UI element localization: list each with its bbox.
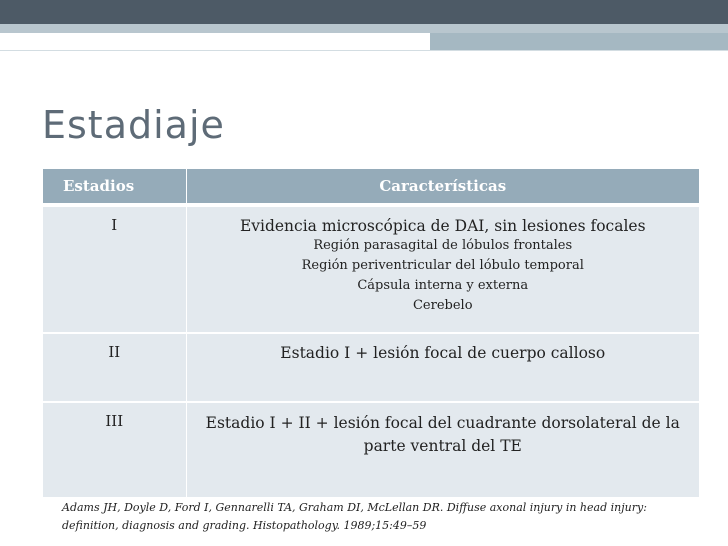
table-header-row — [43, 169, 699, 205]
citation-line: definition, diagnosis and grading. Histopathology. 1989;15:49–59 — [62, 519, 427, 532]
stage-cell: II — [43, 333, 186, 402]
description-main: Estadio I + II + lesión focal del cuadrante dorsolateral de la parte ventral del TE — [205, 414, 680, 455]
header-caracteristicas: Características — [186, 169, 699, 205]
description-sub: Región periventricular del lóbulo temporal — [301, 258, 584, 273]
description-sub: Cápsula interna y externa — [357, 278, 529, 293]
staging-table — [43, 169, 699, 499]
top-accent-line — [0, 50, 728, 51]
description-main: Estadio I + lesión focal de cuerpo calloso — [280, 344, 606, 362]
table-row — [43, 402, 699, 498]
stage-cell: I — [43, 205, 186, 333]
table-row — [43, 205, 699, 333]
description-cell — [186, 333, 699, 402]
header-estadios: Estadios — [43, 169, 186, 205]
description-sub: Cerebelo — [412, 298, 473, 313]
description-sub: Región parasagital de lóbulos frontales — [313, 238, 573, 253]
table-row — [43, 333, 699, 402]
top-strip-decoration — [0, 24, 728, 33]
description-main: Evidencia microscópica de DAI, sin lesiones focales — [239, 217, 646, 235]
stage-cell: III — [43, 402, 186, 498]
citation-line: Adams JH, Doyle D, Ford I, Gennarelli TA, Graham DI, McLellan DR. Diffuse axonal injury in head injury: — [62, 501, 647, 514]
citation — [62, 499, 682, 535]
description-cell — [186, 402, 699, 498]
description-cell — [186, 205, 699, 333]
slide-title: Estadiaje — [42, 103, 225, 147]
top-bar-decoration — [0, 0, 728, 24]
top-accent-decoration — [430, 33, 728, 51]
